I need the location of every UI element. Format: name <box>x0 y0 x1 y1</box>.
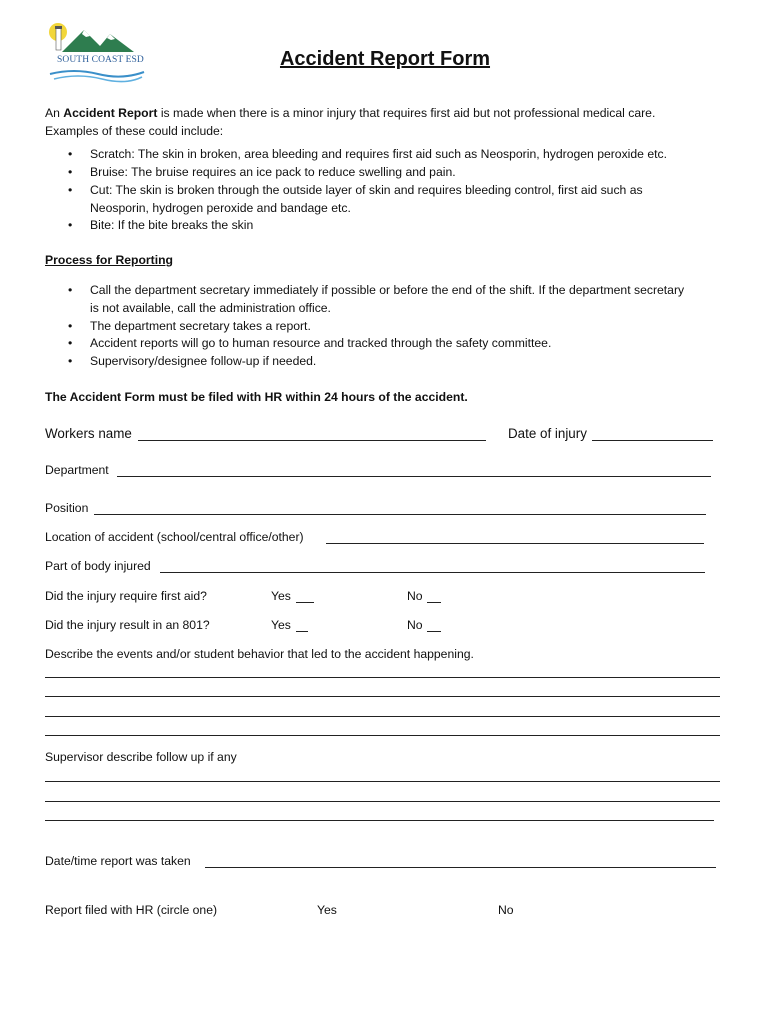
report-datetime-label: Date/time report was taken <box>45 854 191 868</box>
workers-name-field[interactable] <box>138 440 486 441</box>
date-of-injury-field[interactable] <box>592 440 713 441</box>
example-item: Bite: If the bite breaks the skin <box>90 218 254 232</box>
bullet-icon: • <box>68 165 73 179</box>
bullet-icon: • <box>68 336 73 350</box>
workers-name-label: Workers name <box>45 426 132 441</box>
bullet-icon: • <box>68 218 73 232</box>
bullet-icon: • <box>68 354 73 368</box>
describe-events-line[interactable] <box>45 735 720 736</box>
location-field[interactable] <box>326 543 704 544</box>
bullet-icon: • <box>68 319 73 333</box>
first-aid-no-label: No <box>407 589 423 603</box>
body-part-label: Part of body injured <box>45 559 151 573</box>
example-item-cont: Neosporin, hydrogen peroxide and bandage etc. <box>90 201 351 215</box>
process-item: Call the department secretary immediately if possible or before the end of the shift. If the department secretary <box>90 283 685 297</box>
supervisor-followup-label: Supervisor describe follow up if any <box>45 750 237 764</box>
process-item: Supervisory/designee follow-up if needed. <box>90 354 317 368</box>
first-aid-yes-label: Yes <box>271 589 291 603</box>
page-title: Accident Report Form <box>279 48 491 70</box>
report-801-yes-label: Yes <box>271 618 291 632</box>
describe-events-line[interactable] <box>45 677 720 678</box>
bullet-icon: • <box>68 283 73 297</box>
position-label: Position <box>45 501 89 515</box>
process-heading: Process for Reporting <box>45 253 173 267</box>
report-filed-yes-option[interactable]: Yes <box>317 903 337 917</box>
body-part-field[interactable] <box>160 572 705 573</box>
bullet-icon: • <box>68 147 73 161</box>
location-label: Location of accident (school/central office/other) <box>45 530 304 544</box>
department-label: Department <box>45 463 109 477</box>
report-801-no-label: No <box>407 618 423 632</box>
intro-rest: is made when there is a minor injury that requires first aid but not professional medical care. <box>157 106 656 120</box>
report-801-no-blank[interactable] <box>427 631 441 632</box>
report-filed-no-option[interactable]: No <box>498 903 514 917</box>
intro-term: Accident Report <box>63 106 158 120</box>
first-aid-yes-blank[interactable] <box>296 602 314 603</box>
report-801-yes-blank[interactable] <box>296 631 308 632</box>
bullet-icon: • <box>68 183 73 197</box>
report-filed-label: Report filed with HR (circle one) <box>45 903 218 917</box>
example-item: Scratch: The skin in broken, area bleeding and requires first aid such as Neosporin, hydrogen peroxide etc. <box>90 147 667 161</box>
example-item: Cut: The skin is broken through the outside layer of skin and requires bleeding control, first aid such as <box>90 183 643 197</box>
logo-text: SOUTH COAST ESD <box>57 55 144 65</box>
date-of-injury-label: Date of injury <box>508 426 587 441</box>
intro-line-2: Examples of these could include: <box>45 124 224 138</box>
process-item: Accident reports will go to human resource and tracked through the safety committee. <box>90 336 552 350</box>
supervisor-followup-line[interactable] <box>45 781 720 782</box>
process-item: The department secretary takes a report. <box>90 319 311 333</box>
position-field[interactable] <box>94 514 706 515</box>
first-aid-no-blank[interactable] <box>427 602 441 603</box>
supervisor-followup-line[interactable] <box>45 801 720 802</box>
process-item-cont: is not available, call the administration office. <box>90 301 331 315</box>
report-801-question: Did the injury result in an 801? <box>45 618 210 632</box>
intro-paragraph <box>45 104 655 122</box>
department-field[interactable] <box>117 476 711 477</box>
supervisor-followup-line[interactable] <box>45 820 714 821</box>
first-aid-question: Did the injury require first aid? <box>45 589 207 603</box>
describe-events-line[interactable] <box>45 716 720 717</box>
report-datetime-field[interactable] <box>205 867 716 868</box>
describe-events-label: Describe the events and/or student behavior that led to the accident happening. <box>45 647 474 661</box>
describe-events-line[interactable] <box>45 696 720 697</box>
filing-notice: The Accident Form must be filed with HR within 24 hours of the accident. <box>45 390 468 404</box>
intro-prefix: An <box>45 106 64 120</box>
example-item: Bruise: The bruise requires an ice pack to reduce swelling and pain. <box>90 165 456 179</box>
